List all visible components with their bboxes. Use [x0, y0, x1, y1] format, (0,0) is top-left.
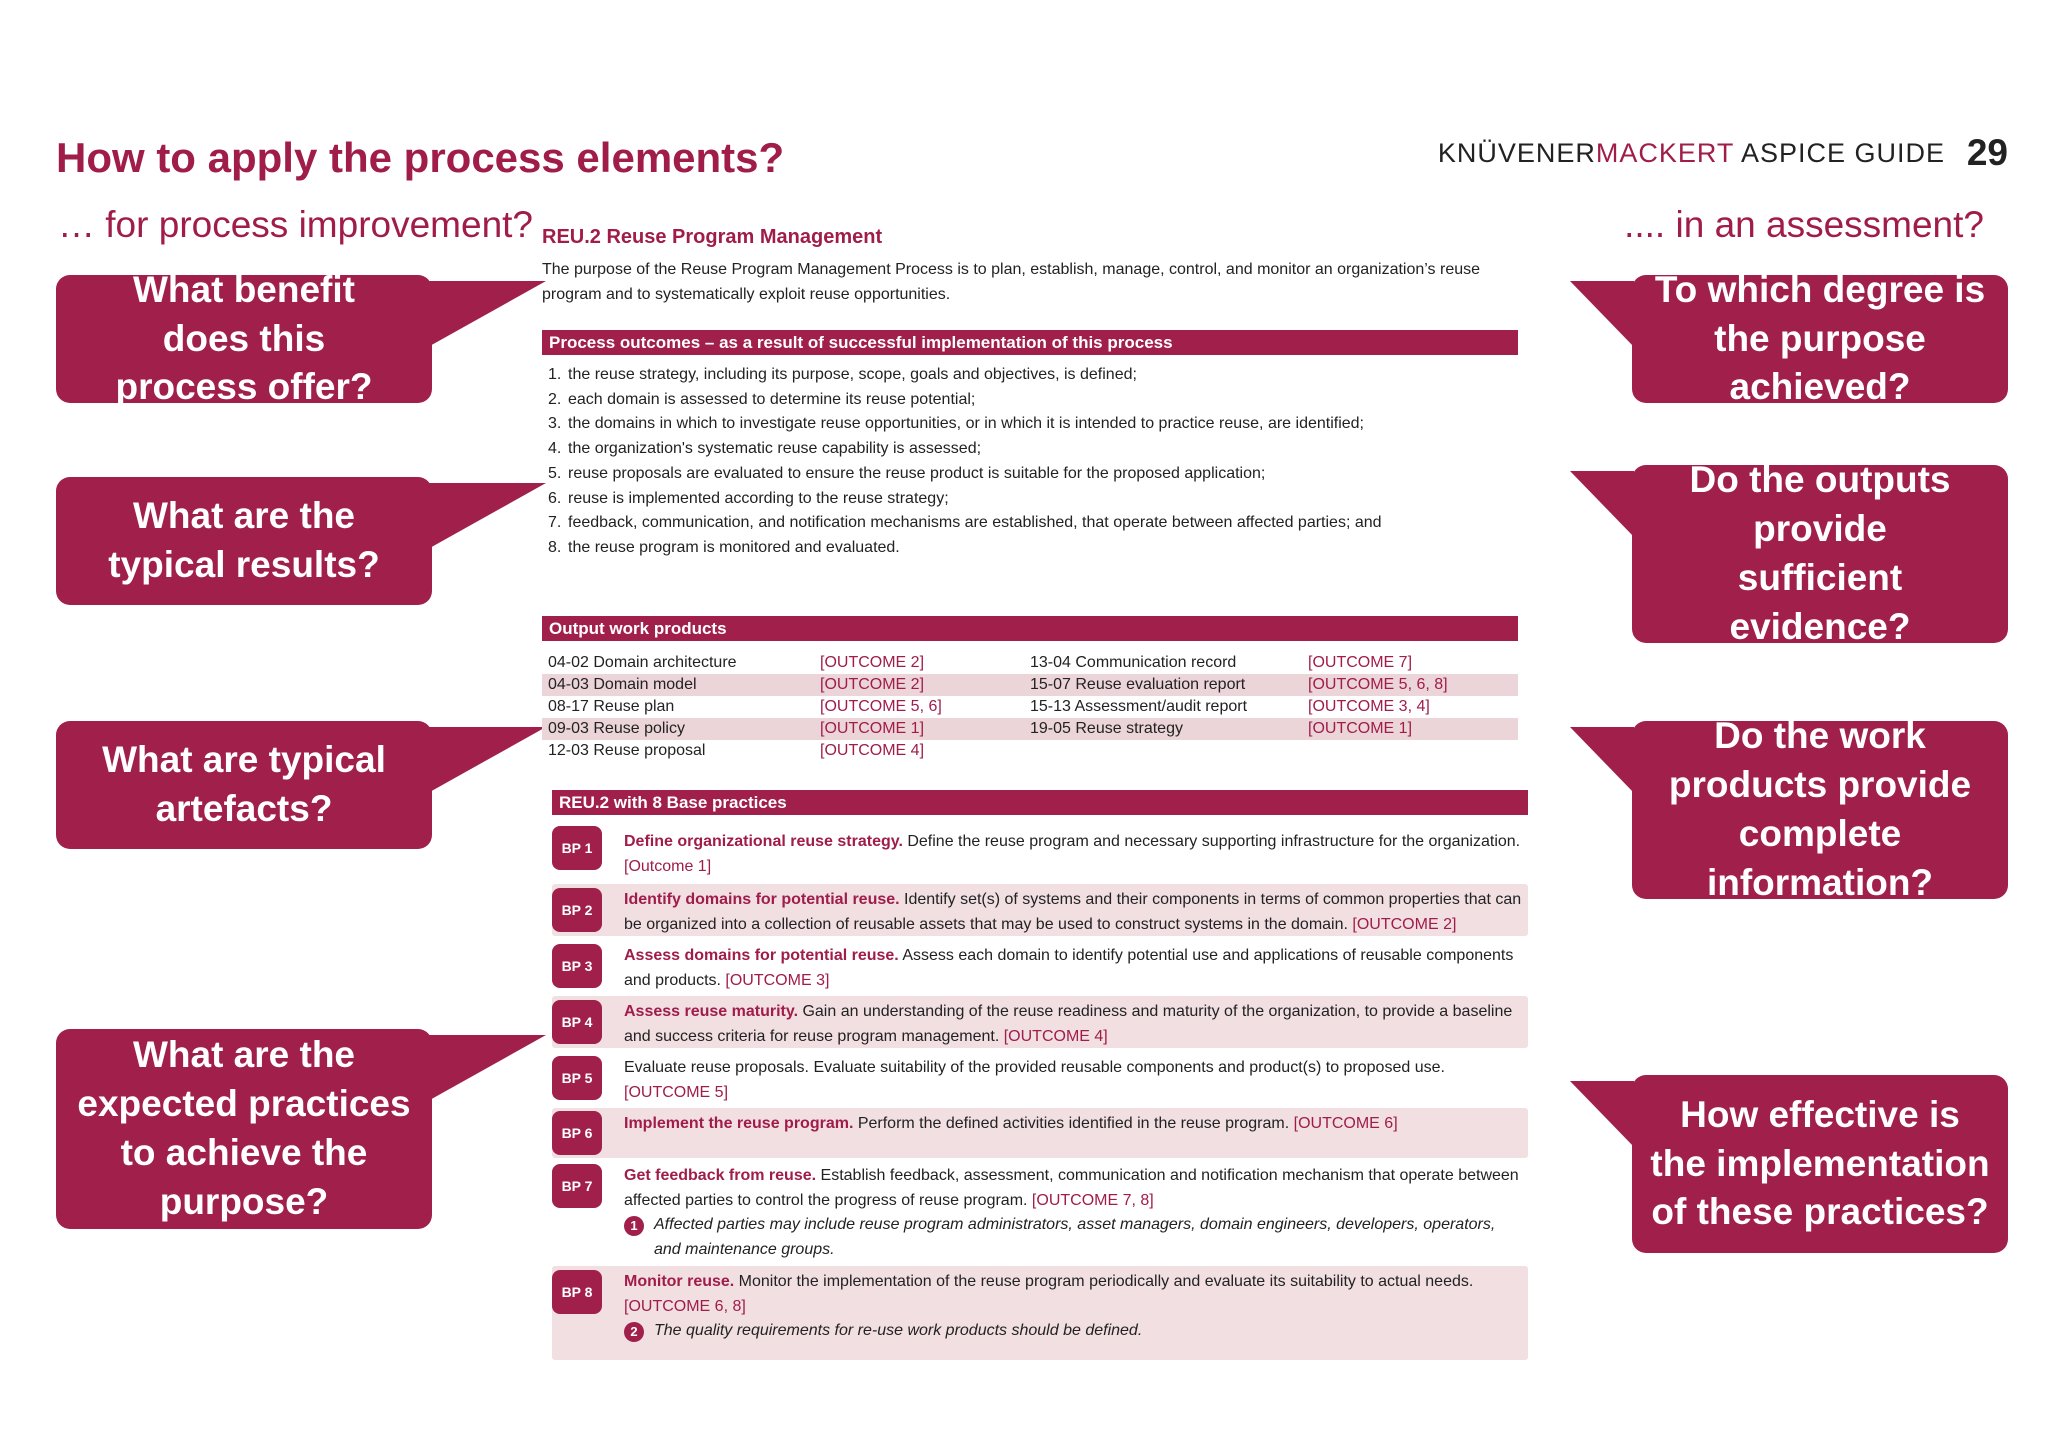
bp-badge: BP 4 — [552, 1000, 602, 1044]
right-bubble-2 — [1632, 459, 2008, 647]
note-number-icon: 1 — [624, 1216, 644, 1236]
base-practice — [552, 1160, 1528, 1264]
bp-text: Evaluate reuse proposals. Evaluate suitability of the provided reusable components and product(s) to proposed use. [OUTCOME 5] — [624, 1059, 1445, 1101]
left-bubble-4 — [56, 1029, 432, 1229]
outcome-item: 4. the organization's systematic reuse capability is assessed; — [548, 440, 982, 458]
bp-badge: BP 8 — [552, 1270, 602, 1314]
bp-text: Monitor reuse. Monitor the implementation of the reuse program periodically and evaluate its suitability to actual needs. [OUTCOME 6, 8] 2 The quality requirements for re-use work products should be defined. — [624, 1270, 1524, 1344]
outcome-item: 5. reuse proposals are evaluated to ensure the reuse product is suitable for the proposed application; — [548, 464, 1266, 482]
right-bubble-text: Do the work products provide complete information? — [1668, 715, 1972, 903]
bp-note: 1 Affected parties may include reuse program administrators, asset managers, domain engineers, developers, operators, and maintenance groups. — [624, 1213, 1524, 1262]
bubble-tail-icon — [1570, 471, 1634, 541]
bp-text: Define organizational reuse strategy. Define the reuse program and necessary supporting infrastructure for the organization. [Outcome 1] — [624, 833, 1521, 875]
bp-note: 2 The quality requirements for re-use work products should be defined. — [624, 1319, 1524, 1344]
bubble-tail-icon — [428, 281, 548, 351]
base-practice — [552, 1052, 1528, 1104]
work-product-row: 04-03 Domain model [OUTCOME 2] 15-07 Reuse evaluation report [OUTCOME 5, 6, 8] — [542, 674, 1518, 696]
left-bubble-3 — [56, 721, 432, 849]
left-bubble-text: What are the expected practices to achieve the purpose? — [77, 1034, 411, 1222]
bp-text: Identify domains for potential reuse. Identify set(s) of systems and their components in terms of common properties that can be organized into a collection of reusable assets that may be used to construct systems in the domain. [OUTCOME 2] — [624, 891, 1522, 933]
bubble-tail-icon — [1570, 727, 1634, 797]
bubble-tail-icon — [1570, 1081, 1634, 1151]
work-product-row: 09-03 Reuse policy [OUTCOME 1] 19-05 Reuse strategy [OUTCOME 1] — [542, 718, 1518, 740]
bp-text: Get feedback from reuse. Establish feedback, assessment, communication and notification mechanism that operate between affected parties to control the progress of reuse program. [OUTCOME 7, 8] 1 Affected parties may include reuse program administrators, asset managers, domain engineers, developers, operators, and maintenance groups. — [624, 1164, 1524, 1262]
right-bubble-text: Do the outputs provide sufficient evidence? — [1689, 459, 1951, 647]
base-practice — [552, 940, 1528, 992]
right-subtitle: .... in an assessment? — [1624, 204, 1984, 245]
bubble-tail-icon — [1570, 281, 1634, 351]
page-number: 29 — [1966, 132, 2008, 173]
bp-text: Assess domains for potential reuse. Assess each domain to identify potential use and applications of reusable components and products. [OUTCOME 3] — [624, 947, 1514, 989]
outcome-item: 3. the domains in which to investigate reuse opportunities, or in which it is intended to practice reuse, are identified; — [548, 415, 1364, 433]
right-bubble-4 — [1632, 1075, 2008, 1253]
left-bubble-1 — [56, 268, 432, 408]
bp-text: Implement the reuse program. Perform the defined activities identified in the reuse program. [OUTCOME 6] — [624, 1115, 1398, 1132]
bp-badge: BP 5 — [552, 1056, 602, 1100]
note-number-icon: 2 — [624, 1322, 644, 1342]
right-bubble-text: To which degree is the purpose achieved? — [1654, 268, 1986, 408]
work-product-row: 08-17 Reuse plan [OUTCOME 5, 6] 15-13 Assessment/audit report [OUTCOME 3, 4] — [548, 698, 1430, 715]
base-practices-header: REU.2 with 8 Base practices — [552, 790, 1528, 815]
page-title: How to apply the process elements? — [56, 134, 785, 181]
bubble-tail-icon — [428, 1035, 548, 1105]
outcome-item: 6. reuse is implemented according to the reuse strategy; — [548, 489, 949, 507]
left-bubble-text: What benefit does this process offer? — [115, 268, 373, 408]
outcome-item: 7. feedback, communication, and notification mechanisms are established, that operate between affected parties; and — [548, 514, 1382, 532]
brand-logo — [1438, 138, 1945, 169]
base-practice — [552, 826, 1528, 876]
bubble-tail-icon — [428, 727, 548, 797]
outcomes-header — [542, 330, 1518, 355]
right-bubble-text: How effective is the implementation of these practices? — [1650, 1093, 1990, 1233]
base-practice — [552, 996, 1528, 1048]
bp-badge: BP 1 — [552, 826, 602, 870]
right-bubble-3 — [1632, 715, 2008, 903]
left-bubble-text: What are the typical results? — [108, 495, 380, 585]
base-practice — [552, 884, 1528, 936]
base-practice — [552, 1108, 1528, 1158]
work-product-row: 04-02 Domain architecture [OUTCOME 2] 13-04 Communication record [OUTCOME 7] — [548, 654, 1413, 671]
base-practice — [552, 1266, 1528, 1360]
work-products-header: Output work products — [542, 616, 1518, 641]
bp-badge: BP 6 — [552, 1111, 602, 1155]
process-title: REU.2 Reuse Program Management — [542, 226, 883, 248]
outcome-item: 1. the reuse strategy, including its purpose, scope, goals and objectives, is defined; — [548, 366, 1137, 383]
left-bubble-text: What are typical artefacts? — [102, 739, 386, 829]
process-purpose: The purpose of the Reuse Program Management Process is to plan, establish, manage, control, and monitor an organization’s reuse program and to systematically exploit reuse opportunities. — [542, 261, 1481, 303]
bubble-tail-icon — [428, 483, 548, 553]
bp-badge: BP 7 — [552, 1164, 602, 1208]
brand-part-2: MACKERT — [1595, 138, 1734, 168]
brand-part-1: KNÜVENER — [1437, 138, 1596, 168]
outcomes-list — [548, 363, 1382, 561]
left-subtitle: … for process improvement? — [58, 204, 534, 245]
right-bubble-1 — [1632, 268, 2008, 408]
outcome-item: 2. each domain is assessed to determine its reuse potential; — [548, 390, 976, 408]
work-product-row: 12-03 Reuse proposal [OUTCOME 4] — [548, 742, 925, 759]
outcomes-header-bold: Process outcomes — [549, 333, 701, 352]
left-bubble-2 — [56, 477, 432, 605]
outcomes-header-rest: – as a result of successful implementation of this process — [700, 333, 1173, 352]
bp-text: Assess reuse maturity. Gain an understanding of the reuse readiness and maturity of the organization, to provide a baseline and success criteria for reuse program management. [OUTCOME 4] — [624, 1003, 1513, 1045]
brand-part-3: ASPICE GUIDE — [1733, 138, 1945, 168]
outcome-item: 8. the reuse program is monitored and evaluated. — [548, 538, 900, 556]
bp-badge: BP 3 — [552, 944, 602, 988]
bp-badge: BP 2 — [552, 888, 602, 932]
